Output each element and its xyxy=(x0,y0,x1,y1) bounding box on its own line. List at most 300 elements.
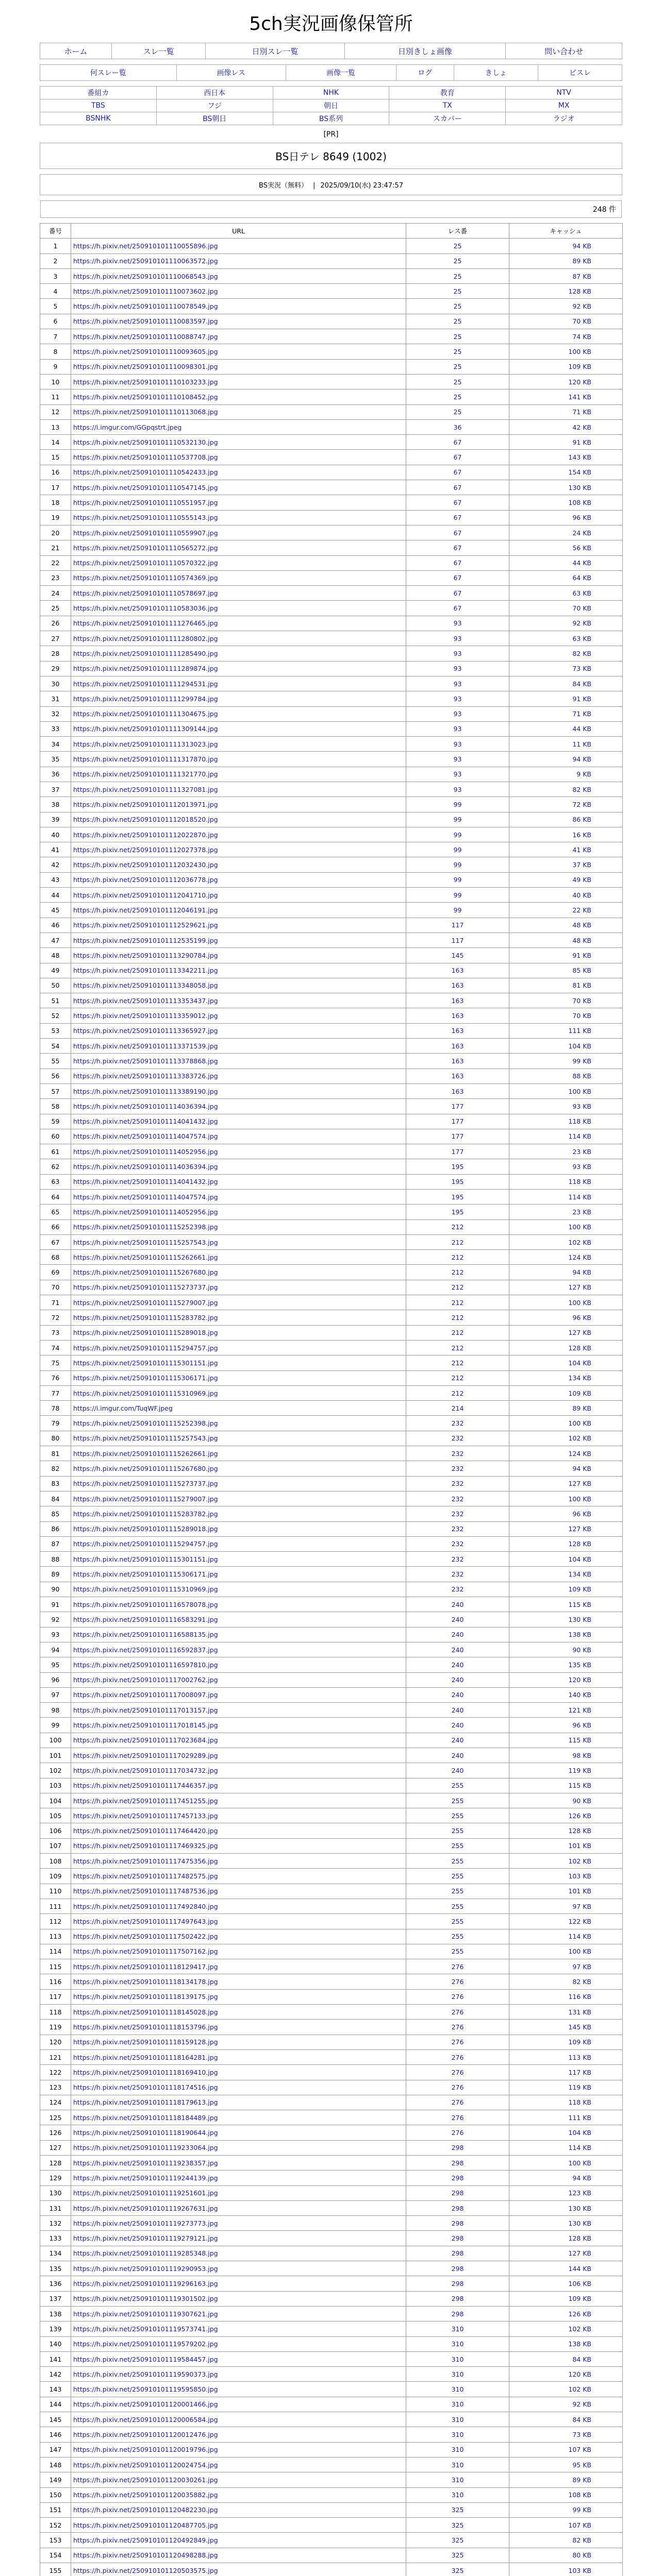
cache-link[interactable]: 140 KB xyxy=(509,1687,623,1702)
res-number-link[interactable]: 67 xyxy=(406,495,509,510)
cache-link[interactable]: 63 KB xyxy=(509,586,623,601)
res-number-link[interactable]: 67 xyxy=(406,480,509,495)
cache-link[interactable]: 41 KB xyxy=(509,842,623,857)
cache-link[interactable]: 70 KB xyxy=(509,993,623,1008)
cache-link[interactable]: 102 KB xyxy=(509,2321,623,2336)
cache-link[interactable]: 84 KB xyxy=(509,2412,623,2427)
cache-link[interactable]: 70 KB xyxy=(509,1008,623,1023)
cache-link[interactable]: 100 KB xyxy=(509,1416,623,1431)
cache-link[interactable]: 102 KB xyxy=(509,1854,623,1869)
res-number-link[interactable]: 298 xyxy=(406,2140,509,2155)
cache-link[interactable]: 97 KB xyxy=(509,1959,623,1974)
image-url-link[interactable]: https://h.pixiv.net/250910101120030261.jpg xyxy=(71,2472,406,2487)
res-number-link[interactable]: 325 xyxy=(406,2518,509,2533)
cache-link[interactable]: 99 KB xyxy=(509,1054,623,1069)
res-number-link[interactable]: 93 xyxy=(406,752,509,767)
cache-link[interactable]: 127 KB xyxy=(509,1521,623,1536)
res-number-link[interactable]: 195 xyxy=(406,1205,509,1219)
image-url-link[interactable]: https://h.pixiv.net/250910101117492840.jpg xyxy=(71,1899,406,1913)
cache-link[interactable]: 16 KB xyxy=(509,827,623,842)
cache-link[interactable]: 23 KB xyxy=(509,1205,623,1219)
channel-item[interactable]: スカパー xyxy=(389,112,506,125)
cache-link[interactable]: 96 KB xyxy=(509,1506,623,1521)
cache-link[interactable]: 98 KB xyxy=(509,1748,623,1762)
cache-link[interactable]: 108 KB xyxy=(509,2487,623,2502)
image-url-link[interactable]: https://h.pixiv.net/250910101118179613.jpg xyxy=(71,2095,406,2110)
image-url-link[interactable]: https://h.pixiv.net/250910101110055896.jpg xyxy=(71,239,406,253)
image-url-link[interactable]: https://h.pixiv.net/250910101113365927.jpg xyxy=(71,1023,406,1038)
cache-link[interactable]: 82 KB xyxy=(509,782,623,796)
image-url-link[interactable]: https://h.pixiv.net/250910101119579202.jpg xyxy=(71,2336,406,2351)
image-url-link[interactable]: https://h.pixiv.net/250910101116597810.jpg xyxy=(71,1657,406,1672)
channel-item[interactable]: BS朝日 xyxy=(156,112,273,125)
res-number-link[interactable]: 163 xyxy=(406,1023,509,1038)
res-number-link[interactable]: 232 xyxy=(406,1521,509,1536)
res-number-link[interactable]: 117 xyxy=(406,933,509,947)
image-url-link[interactable]: https://h.pixiv.net/250910101117008097.jpg xyxy=(71,1687,406,1702)
image-url-link[interactable]: https://h.pixiv.net/250910101110565272.jpg xyxy=(71,540,406,555)
res-number-link[interactable]: 276 xyxy=(406,1989,509,2004)
image-url-link[interactable]: https://h.pixiv.net/250910101113389190.jpg xyxy=(71,1083,406,1098)
cache-link[interactable]: 127 KB xyxy=(509,1280,623,1295)
image-url-link[interactable]: https://h.pixiv.net/250910101112032430.jpg xyxy=(71,857,406,872)
channel-item[interactable]: BSNHK xyxy=(40,112,157,125)
res-number-link[interactable]: 99 xyxy=(406,903,509,918)
image-url-link[interactable]: https://h.pixiv.net/250910101117464420.jpg xyxy=(71,1823,406,1838)
cache-link[interactable]: 111 KB xyxy=(509,2110,623,2125)
cache-link[interactable]: 128 KB xyxy=(509,284,623,299)
res-number-link[interactable]: 25 xyxy=(406,359,509,374)
cache-link[interactable]: 138 KB xyxy=(509,2336,623,2351)
cache-link[interactable]: 84 KB xyxy=(509,2351,623,2366)
res-number-link[interactable]: 255 xyxy=(406,1808,509,1823)
image-url-link[interactable]: https://h.pixiv.net/250910101110078549.jpg xyxy=(71,299,406,314)
res-number-link[interactable]: 67 xyxy=(406,465,509,480)
image-url-link[interactable]: https://h.pixiv.net/250910101114052956.jpg xyxy=(71,1205,406,1219)
cache-link[interactable]: 72 KB xyxy=(509,797,623,812)
site-title[interactable]: 5ch実況画像保管所 xyxy=(249,13,413,35)
image-url-link[interactable]: https://h.pixiv.net/250910101114036394.jpg xyxy=(71,1099,406,1114)
cache-link[interactable]: 119 KB xyxy=(509,2080,623,2095)
res-number-link[interactable]: 93 xyxy=(406,782,509,796)
cache-link[interactable]: 128 KB xyxy=(509,1823,623,1838)
res-number-link[interactable]: 298 xyxy=(406,2291,509,2306)
image-url-link[interactable]: https://h.pixiv.net/250910101115252398.jpg xyxy=(71,1416,406,1431)
image-url-link[interactable]: https://h.pixiv.net/250910101112018520.jpg xyxy=(71,812,406,827)
cache-link[interactable]: 92 KB xyxy=(509,299,623,314)
image-url-link[interactable]: https://h.pixiv.net/250910101110570322.jpg xyxy=(71,555,406,570)
res-number-link[interactable]: 93 xyxy=(406,631,509,646)
image-url-link[interactable]: https://h.pixiv.net/250910101115279007.jpg xyxy=(71,1491,406,1506)
cache-link[interactable]: 100 KB xyxy=(509,1944,623,1959)
cache-link[interactable]: 81 KB xyxy=(509,978,623,993)
res-number-link[interactable]: 240 xyxy=(406,1733,509,1748)
cache-link[interactable]: 96 KB xyxy=(509,510,623,525)
image-url-link[interactable]: https://h.pixiv.net/250910101120492849.jpg xyxy=(71,2533,406,2548)
channel-item[interactable]: 教育 xyxy=(389,87,506,99)
image-url-link[interactable]: https://h.pixiv.net/250910101120024754.jpg xyxy=(71,2457,406,2472)
res-number-link[interactable]: 310 xyxy=(406,2442,509,2457)
image-url-link[interactable]: https://h.pixiv.net/250910101119584457.jpg xyxy=(71,2351,406,2366)
image-url-link[interactable]: https://h.pixiv.net/250910101118129417.jpg xyxy=(71,1959,406,1974)
cache-link[interactable]: 82 KB xyxy=(509,1974,623,1989)
image-url-link[interactable]: https://h.pixiv.net/250910101112529621.jpg xyxy=(71,918,406,933)
image-url-link[interactable]: https://h.pixiv.net/250910101112036778.jpg xyxy=(71,872,406,887)
nav-daily-images[interactable]: 日別きしょ画像 xyxy=(344,43,506,59)
cache-link[interactable]: 130 KB xyxy=(509,2216,623,2231)
res-number-link[interactable]: 99 xyxy=(406,872,509,887)
channel-item[interactable]: フジ xyxy=(156,99,273,112)
cache-link[interactable]: 118 KB xyxy=(509,1114,623,1129)
res-number-link[interactable]: 99 xyxy=(406,797,509,812)
res-number-link[interactable]: 232 xyxy=(406,1446,509,1461)
image-url-link[interactable]: https://h.pixiv.net/250910101110555143.jpg xyxy=(71,510,406,525)
image-url-link[interactable]: https://h.pixiv.net/250910101111313023.jpg xyxy=(71,737,406,752)
res-number-link[interactable]: 310 xyxy=(406,2397,509,2412)
cache-link[interactable]: 40 KB xyxy=(509,888,623,903)
image-url-link[interactable]: https://h.pixiv.net/250910101110083597.jpg xyxy=(71,314,406,329)
cache-link[interactable]: 100 KB xyxy=(509,1219,623,1234)
image-url-link[interactable]: https://h.pixiv.net/250910101117002762.jpg xyxy=(71,1672,406,1687)
cache-link[interactable]: 127 KB xyxy=(509,2246,623,2261)
res-number-link[interactable]: 212 xyxy=(406,1370,509,1385)
cache-link[interactable]: 88 KB xyxy=(509,1069,623,1083)
res-number-link[interactable]: 298 xyxy=(406,2276,509,2291)
res-number-link[interactable]: 212 xyxy=(406,1325,509,1340)
cache-link[interactable]: 11 KB xyxy=(509,737,623,752)
image-url-link[interactable]: https://h.pixiv.net/250910101117446357.jpg xyxy=(71,1778,406,1793)
res-number-link[interactable]: 93 xyxy=(406,706,509,721)
image-url-link[interactable]: https://h.pixiv.net/250910101115306171.jpg xyxy=(71,1567,406,1582)
res-number-link[interactable]: 240 xyxy=(406,1687,509,1702)
image-url-link[interactable]: https://h.pixiv.net/250910101115262661.jpg xyxy=(71,1250,406,1265)
res-number-link[interactable]: 93 xyxy=(406,767,509,782)
cache-link[interactable]: 121 KB xyxy=(509,1703,623,1718)
image-url-link[interactable]: https://h.pixiv.net/250910101120482230.jpg xyxy=(71,2502,406,2517)
cache-link[interactable]: 134 KB xyxy=(509,1370,623,1385)
cache-link[interactable]: 101 KB xyxy=(509,1884,623,1899)
image-url-link[interactable]: https://h.pixiv.net/250910101118145028.jpg xyxy=(71,2005,406,2020)
cache-link[interactable]: 128 KB xyxy=(509,1536,623,1551)
cache-link[interactable]: 100 KB xyxy=(509,1491,623,1506)
res-number-link[interactable]: 67 xyxy=(406,435,509,450)
image-url-link[interactable]: https://h.pixiv.net/250910101110108452.jpg xyxy=(71,389,406,404)
cache-link[interactable]: 145 KB xyxy=(509,2020,623,2035)
res-number-link[interactable]: 276 xyxy=(406,1959,509,1974)
image-url-link[interactable]: https://h.pixiv.net/250910101114047574.jpg xyxy=(71,1129,406,1144)
cache-link[interactable]: 24 KB xyxy=(509,525,623,540)
res-number-link[interactable]: 25 xyxy=(406,314,509,329)
cache-link[interactable]: 115 KB xyxy=(509,1733,623,1748)
cache-link[interactable]: 97 KB xyxy=(509,1899,623,1913)
res-number-link[interactable]: 232 xyxy=(406,1582,509,1597)
subnav-item[interactable]: 何スレー覧 xyxy=(40,65,177,81)
image-url-link[interactable]: https://h.pixiv.net/250910101112535199.jpg xyxy=(71,933,406,947)
image-url-link[interactable]: https://h.pixiv.net/250910101115289018.jpg xyxy=(71,1521,406,1536)
cache-link[interactable]: 109 KB xyxy=(509,1385,623,1400)
image-url-link[interactable]: https://h.pixiv.net/250910101117475356.jpg xyxy=(71,1854,406,1869)
image-url-link[interactable]: https://h.pixiv.net/250910101110088747.jpg xyxy=(71,329,406,344)
cache-link[interactable]: 114 KB xyxy=(509,1129,623,1144)
cache-link[interactable]: 101 KB xyxy=(509,1838,623,1853)
image-url-link[interactable]: https://h.pixiv.net/250910101117013157.jpg xyxy=(71,1703,406,1718)
image-url-link[interactable]: https://h.pixiv.net/250910101120012476.jpg xyxy=(71,2427,406,2442)
image-url-link[interactable]: https://h.pixiv.net/250910101115257543.jpg xyxy=(71,1234,406,1249)
image-url-link[interactable]: https://h.pixiv.net/250910101117018145.jpg xyxy=(71,1718,406,1733)
image-url-link[interactable]: https://h.pixiv.net/250910101119233064.jpg xyxy=(71,2140,406,2155)
res-number-link[interactable]: 298 xyxy=(406,2306,509,2321)
cache-link[interactable]: 64 KB xyxy=(509,570,623,585)
res-number-link[interactable]: 25 xyxy=(406,239,509,253)
image-url-link[interactable]: https://h.pixiv.net/250910101115306171.jpg xyxy=(71,1370,406,1385)
res-number-link[interactable]: 298 xyxy=(406,2231,509,2246)
image-url-link[interactable]: https://h.pixiv.net/250910101113359012.jpg xyxy=(71,1008,406,1023)
res-number-link[interactable]: 298 xyxy=(406,2171,509,2185)
res-number-link[interactable]: 67 xyxy=(406,555,509,570)
res-number-link[interactable]: 298 xyxy=(406,2185,509,2200)
res-number-link[interactable]: 212 xyxy=(406,1265,509,1280)
subnav-item[interactable]: ビスレ xyxy=(538,65,622,81)
res-number-link[interactable]: 325 xyxy=(406,2533,509,2548)
image-url-link[interactable]: https://h.pixiv.net/250910101115289018.jpg xyxy=(71,1325,406,1340)
res-number-link[interactable]: 276 xyxy=(406,2035,509,2049)
cache-link[interactable]: 103 KB xyxy=(509,1869,623,1884)
res-number-link[interactable]: 310 xyxy=(406,2487,509,2502)
res-number-link[interactable]: 25 xyxy=(406,404,509,419)
subnav-item[interactable]: 画像一覧 xyxy=(286,65,396,81)
cache-link[interactable]: 116 KB xyxy=(509,1989,623,2004)
cache-link[interactable]: 122 KB xyxy=(509,1914,623,1929)
res-number-link[interactable]: 212 xyxy=(406,1310,509,1325)
res-number-link[interactable]: 255 xyxy=(406,1838,509,1853)
image-url-link[interactable]: https://i.imgur.com/GGpqstrt.jpeg xyxy=(71,419,406,434)
channel-item[interactable]: TBS xyxy=(40,99,157,112)
cache-link[interactable]: 82 KB xyxy=(509,2533,623,2548)
image-url-link[interactable]: https://h.pixiv.net/250910101115262661.jpg xyxy=(71,1446,406,1461)
res-number-link[interactable]: 93 xyxy=(406,676,509,691)
res-number-link[interactable]: 25 xyxy=(406,299,509,314)
res-number-link[interactable]: 163 xyxy=(406,1054,509,1069)
cache-link[interactable]: 104 KB xyxy=(509,2125,623,2140)
image-url-link[interactable]: https://h.pixiv.net/250910101112013971.jpg xyxy=(71,797,406,812)
image-url-link[interactable]: https://h.pixiv.net/250910101117487536.jpg xyxy=(71,1884,406,1899)
res-number-link[interactable]: 93 xyxy=(406,661,509,676)
res-number-link[interactable]: 298 xyxy=(406,2156,509,2171)
cache-link[interactable]: 22 KB xyxy=(509,903,623,918)
cache-link[interactable]: 94 KB xyxy=(509,2171,623,2185)
res-number-link[interactable]: 240 xyxy=(406,1612,509,1627)
cache-link[interactable]: 74 KB xyxy=(509,329,623,344)
res-number-link[interactable]: 163 xyxy=(406,1039,509,1054)
cache-link[interactable]: 114 KB xyxy=(509,1190,623,1205)
res-number-link[interactable]: 25 xyxy=(406,284,509,299)
res-number-link[interactable]: 177 xyxy=(406,1144,509,1159)
cache-link[interactable]: 109 KB xyxy=(509,359,623,374)
channel-item[interactable]: 西日本 xyxy=(156,87,273,99)
cache-link[interactable]: 120 KB xyxy=(509,2367,623,2382)
image-url-link[interactable]: https://h.pixiv.net/250910101118184489.jpg xyxy=(71,2110,406,2125)
res-number-link[interactable]: 212 xyxy=(406,1280,509,1295)
res-number-link[interactable]: 67 xyxy=(406,525,509,540)
res-number-link[interactable]: 255 xyxy=(406,1869,509,1884)
image-url-link[interactable]: https://h.pixiv.net/250910101115273737.jpg xyxy=(71,1280,406,1295)
cache-link[interactable]: 56 KB xyxy=(509,540,623,555)
res-number-link[interactable]: 232 xyxy=(406,1506,509,1521)
res-number-link[interactable]: 276 xyxy=(406,2080,509,2095)
res-number-link[interactable]: 276 xyxy=(406,1974,509,1989)
nav-home[interactable]: ホーム xyxy=(40,43,112,59)
res-number-link[interactable]: 255 xyxy=(406,1884,509,1899)
res-number-link[interactable]: 67 xyxy=(406,450,509,465)
cache-link[interactable]: 84 KB xyxy=(509,676,623,691)
cache-link[interactable]: 102 KB xyxy=(509,1234,623,1249)
res-number-link[interactable]: 255 xyxy=(406,1914,509,1929)
image-url-link[interactable]: https://h.pixiv.net/250910101116592837.jpg xyxy=(71,1642,406,1657)
res-number-link[interactable]: 67 xyxy=(406,586,509,601)
cache-link[interactable]: 114 KB xyxy=(509,2140,623,2155)
res-number-link[interactable]: 163 xyxy=(406,1069,509,1083)
image-url-link[interactable]: https://h.pixiv.net/250910101117457133.jpg xyxy=(71,1808,406,1823)
cache-link[interactable]: 120 KB xyxy=(509,1672,623,1687)
res-number-link[interactable]: 93 xyxy=(406,616,509,631)
res-number-link[interactable]: 276 xyxy=(406,2049,509,2064)
res-number-link[interactable]: 240 xyxy=(406,1597,509,1612)
cache-link[interactable]: 89 KB xyxy=(509,1401,623,1416)
cache-link[interactable]: 92 KB xyxy=(509,2397,623,2412)
image-url-link[interactable]: https://h.pixiv.net/250910101115273737.jpg xyxy=(71,1476,406,1491)
cache-link[interactable]: 119 KB xyxy=(509,1763,623,1778)
res-number-link[interactable]: 298 xyxy=(406,2246,509,2261)
image-url-link[interactable]: https://h.pixiv.net/250910101118139175.jpg xyxy=(71,1989,406,2004)
res-number-link[interactable]: 99 xyxy=(406,812,509,827)
res-number-link[interactable]: 255 xyxy=(406,1778,509,1793)
res-number-link[interactable]: 99 xyxy=(406,842,509,857)
res-number-link[interactable]: 325 xyxy=(406,2548,509,2563)
image-url-link[interactable]: https://h.pixiv.net/250910101118169410.jpg xyxy=(71,2065,406,2080)
cache-link[interactable]: 90 KB xyxy=(509,1793,623,1808)
image-url-link[interactable]: https://h.pixiv.net/250910101111285490.jpg xyxy=(71,646,406,661)
image-url-link[interactable]: https://h.pixiv.net/250910101114047574.jpg xyxy=(71,1190,406,1205)
image-url-link[interactable]: https://h.pixiv.net/250910101115301151.jpg xyxy=(71,1552,406,1567)
cache-link[interactable]: 134 KB xyxy=(509,1567,623,1582)
channel-item[interactable]: BS系列 xyxy=(273,112,389,125)
cache-link[interactable]: 91 KB xyxy=(509,435,623,450)
cache-link[interactable]: 124 KB xyxy=(509,1446,623,1461)
image-url-link[interactable]: https://h.pixiv.net/250910101119573741.jpg xyxy=(71,2321,406,2336)
res-number-link[interactable]: 232 xyxy=(406,1491,509,1506)
cache-link[interactable]: 71 KB xyxy=(509,404,623,419)
res-number-link[interactable]: 276 xyxy=(406,2020,509,2035)
res-number-link[interactable]: 214 xyxy=(406,1401,509,1416)
image-url-link[interactable]: https://h.pixiv.net/250910101117502422.jpg xyxy=(71,1929,406,1944)
res-number-link[interactable]: 240 xyxy=(406,1718,509,1733)
res-number-link[interactable]: 93 xyxy=(406,721,509,736)
res-number-link[interactable]: 255 xyxy=(406,1854,509,1869)
image-url-link[interactable]: https://h.pixiv.net/250910101118174516.jpg xyxy=(71,2080,406,2095)
res-number-link[interactable]: 310 xyxy=(406,2321,509,2336)
res-number-link[interactable]: 195 xyxy=(406,1159,509,1174)
cache-link[interactable]: 99 KB xyxy=(509,2502,623,2517)
image-url-link[interactable]: https://h.pixiv.net/250910101115310969.jpg xyxy=(71,1385,406,1400)
cache-link[interactable]: 96 KB xyxy=(509,1718,623,1733)
cache-link[interactable]: 70 KB xyxy=(509,314,623,329)
res-number-link[interactable]: 212 xyxy=(406,1385,509,1400)
res-number-link[interactable]: 36 xyxy=(406,419,509,434)
channel-item[interactable]: MX xyxy=(506,99,622,112)
res-number-link[interactable]: 163 xyxy=(406,993,509,1008)
res-number-link[interactable]: 276 xyxy=(406,2110,509,2125)
cache-link[interactable]: 124 KB xyxy=(509,1250,623,1265)
cache-link[interactable]: 127 KB xyxy=(509,1476,623,1491)
cache-link[interactable]: 118 KB xyxy=(509,2095,623,2110)
cache-link[interactable]: 89 KB xyxy=(509,253,623,268)
subnav-item[interactable]: きしょ xyxy=(454,65,538,81)
cache-link[interactable]: 128 KB xyxy=(509,2231,623,2246)
cache-link[interactable]: 48 KB xyxy=(509,918,623,933)
image-url-link[interactable]: https://h.pixiv.net/250910101119238357.jpg xyxy=(71,2156,406,2171)
image-url-link[interactable]: https://h.pixiv.net/250910101111309144.jpg xyxy=(71,721,406,736)
image-url-link[interactable]: https://h.pixiv.net/250910101115267680.jpg xyxy=(71,1461,406,1476)
res-number-link[interactable]: 298 xyxy=(406,2216,509,2231)
res-number-link[interactable]: 99 xyxy=(406,888,509,903)
nav-thread-list[interactable]: スレ一覧 xyxy=(111,43,205,59)
cache-link[interactable]: 118 KB xyxy=(509,1174,623,1189)
cache-link[interactable]: 154 KB xyxy=(509,465,623,480)
res-number-link[interactable]: 255 xyxy=(406,1823,509,1838)
res-number-link[interactable]: 240 xyxy=(406,1627,509,1642)
res-number-link[interactable]: 310 xyxy=(406,2412,509,2427)
cache-link[interactable]: 103 KB xyxy=(509,2563,623,2576)
cache-link[interactable]: 144 KB xyxy=(509,2261,623,2276)
channel-item[interactable]: ラジオ xyxy=(506,112,622,125)
image-url-link[interactable]: https://h.pixiv.net/250910101110542433.jpg xyxy=(71,465,406,480)
image-url-link[interactable]: https://h.pixiv.net/250910101113353437.jpg xyxy=(71,993,406,1008)
cache-link[interactable]: 102 KB xyxy=(509,2382,623,2397)
res-number-link[interactable]: 310 xyxy=(406,2351,509,2366)
image-url-link[interactable]: https://h.pixiv.net/250910101110559907.jpg xyxy=(71,525,406,540)
cache-link[interactable]: 135 KB xyxy=(509,1657,623,1672)
image-url-link[interactable]: https://h.pixiv.net/250910101110103233.jpg xyxy=(71,374,406,389)
image-url-link[interactable]: https://h.pixiv.net/250910101119251601.jpg xyxy=(71,2185,406,2200)
res-number-link[interactable]: 240 xyxy=(406,1657,509,1672)
cache-link[interactable]: 126 KB xyxy=(509,2306,623,2321)
cache-link[interactable]: 94 KB xyxy=(509,752,623,767)
image-url-link[interactable]: https://h.pixiv.net/250910101111294531.jpg xyxy=(71,676,406,691)
image-url-link[interactable]: https://h.pixiv.net/250910101112027378.jpg xyxy=(71,842,406,857)
cache-link[interactable]: 100 KB xyxy=(509,1295,623,1310)
image-url-link[interactable]: https://h.pixiv.net/250910101111321770.jpg xyxy=(71,767,406,782)
image-url-link[interactable]: https://h.pixiv.net/250910101115301151.jpg xyxy=(71,1355,406,1370)
res-number-link[interactable]: 325 xyxy=(406,2502,509,2517)
cache-link[interactable]: 93 KB xyxy=(509,1159,623,1174)
res-number-link[interactable]: 212 xyxy=(406,1355,509,1370)
image-url-link[interactable]: https://h.pixiv.net/250910101113290784.jpg xyxy=(71,948,406,963)
cache-link[interactable]: 49 KB xyxy=(509,872,623,887)
res-number-link[interactable]: 25 xyxy=(406,389,509,404)
cache-link[interactable]: 89 KB xyxy=(509,2472,623,2487)
res-number-link[interactable]: 99 xyxy=(406,827,509,842)
cache-link[interactable]: 73 KB xyxy=(509,661,623,676)
res-number-link[interactable]: 255 xyxy=(406,1899,509,1913)
cache-link[interactable]: 102 KB xyxy=(509,1431,623,1446)
image-url-link[interactable]: https://h.pixiv.net/250910101120487705.jpg xyxy=(71,2518,406,2533)
image-url-link[interactable]: https://h.pixiv.net/250910101113383726.jpg xyxy=(71,1069,406,1083)
res-number-link[interactable]: 240 xyxy=(406,1672,509,1687)
cache-link[interactable]: 117 KB xyxy=(509,2065,623,2080)
res-number-link[interactable]: 25 xyxy=(406,268,509,283)
cache-link[interactable]: 85 KB xyxy=(509,963,623,978)
res-number-link[interactable]: 310 xyxy=(406,2382,509,2397)
